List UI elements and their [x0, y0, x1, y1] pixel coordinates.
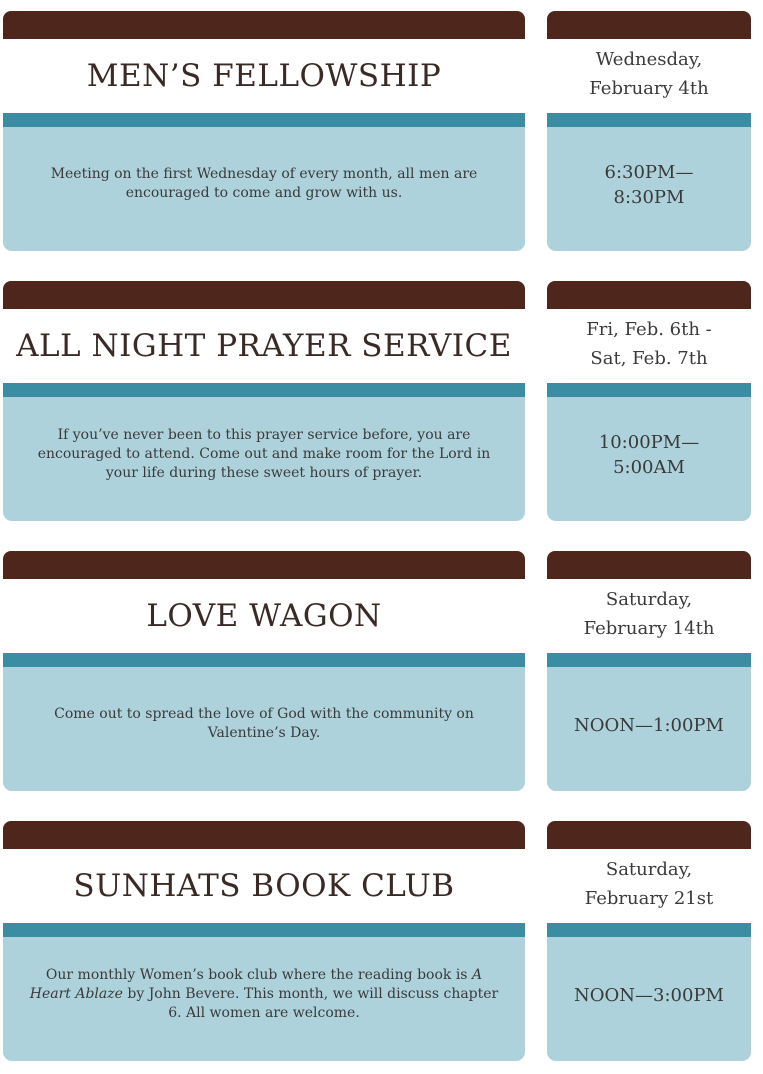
- header-bar: [3, 821, 525, 849]
- event-date-line1: Saturday,: [605, 589, 693, 610]
- event-time: [574, 713, 724, 738]
- event-title-area: [3, 39, 525, 113]
- event-time-line2: 8:30PM: [613, 187, 685, 208]
- event-description-panel: [3, 667, 525, 791]
- event-title: LOVE WAGON: [146, 598, 382, 634]
- event-date-area: [547, 579, 751, 653]
- event-info-card: [3, 821, 525, 1061]
- event-date-line2: February 21st: [584, 888, 714, 909]
- event-time-line1: NOON—3:00PM: [574, 984, 724, 1006]
- event-time-line2: 5:00AM: [613, 457, 685, 478]
- divider-stripe: [547, 923, 751, 937]
- divider-stripe: [3, 383, 525, 397]
- event-title: MEN’S FELLOWSHIP: [86, 58, 442, 94]
- event-all-night-prayer: [0, 281, 763, 521]
- event-time: [599, 430, 699, 480]
- event-date-line1: Saturday,: [605, 859, 693, 880]
- event-time-panel: [547, 937, 751, 1061]
- event-schedule-card: [547, 551, 751, 791]
- event-description-panel: [3, 937, 525, 1061]
- event-date-area: [547, 309, 751, 383]
- event-date-line1: Wednesday,: [595, 49, 703, 70]
- event-date-line2: February 4th: [589, 78, 709, 99]
- event-date-line1: Fri, Feb. 6th -: [586, 319, 712, 340]
- event-sunhats-book-club: [0, 821, 763, 1061]
- header-bar: [547, 281, 751, 309]
- event-description: Come out to spread the love of God with the community on Valentine’s Day.: [54, 706, 474, 741]
- event-time-panel: [547, 667, 751, 791]
- event-title-area: [3, 579, 525, 653]
- event-description: If you’ve never been to this prayer service before, you are encouraged to attend. Come out and make room for the Lord in your life during these sweet hours of prayer.: [37, 426, 491, 481]
- event-title-area: [3, 849, 525, 923]
- event-schedule-card: [547, 281, 751, 521]
- event-love-wagon: [0, 551, 763, 791]
- header-bar: [3, 11, 525, 39]
- event-description: [3, 966, 525, 1023]
- event-date: [589, 45, 708, 103]
- event-date: [586, 315, 712, 373]
- event-description-panel: [3, 397, 525, 521]
- description-text-end: by John Bevere. This month, we will discuss chapter 6. All women are welcome.: [122, 985, 499, 1021]
- event-description-panel: [3, 127, 525, 251]
- divider-stripe: [3, 923, 525, 937]
- event-time-line1: 10:00PM—: [598, 432, 700, 453]
- event-info-card: [3, 551, 525, 791]
- divider-stripe: [547, 113, 751, 127]
- event-time-line1: NOON—1:00PM: [574, 714, 724, 736]
- event-info-card: [3, 11, 525, 251]
- event-time: [574, 983, 724, 1008]
- divider-stripe: [547, 653, 751, 667]
- description-text-start: Our monthly Women’s book club where the reading book is: [45, 966, 472, 983]
- book-title: A Heart Ablaze: [29, 966, 483, 1002]
- event-time-line1: 6:30PM—: [604, 162, 694, 183]
- event-schedule-card: [547, 821, 751, 1061]
- event-time: [605, 160, 694, 210]
- event-title-area: [3, 309, 525, 383]
- header-bar: [3, 551, 525, 579]
- event-time-panel: [547, 127, 751, 251]
- event-mens-fellowship: [0, 11, 763, 251]
- event-description: Meeting on the first Wednesday of every month, all men are encouraged to come and grow with us.: [50, 166, 478, 201]
- event-date-area: [547, 849, 751, 923]
- event-title: ALL NIGHT PRAYER SERVICE: [16, 328, 512, 364]
- event-schedule-card: [547, 11, 751, 251]
- header-bar: [547, 551, 751, 579]
- event-time-panel: [547, 397, 751, 521]
- event-date: [585, 855, 713, 913]
- event-info-card: [3, 281, 525, 521]
- divider-stripe: [3, 113, 525, 127]
- divider-stripe: [547, 383, 751, 397]
- divider-stripe: [3, 653, 525, 667]
- event-date-area: [547, 39, 751, 113]
- header-bar: [3, 281, 525, 309]
- event-date: [584, 585, 715, 643]
- event-title: SUNHATS BOOK CLUB: [73, 868, 455, 904]
- header-bar: [547, 11, 751, 39]
- header-bar: [547, 821, 751, 849]
- event-date-line2: February 14th: [583, 618, 715, 639]
- event-date-line2: Sat, Feb. 7th: [590, 348, 708, 369]
